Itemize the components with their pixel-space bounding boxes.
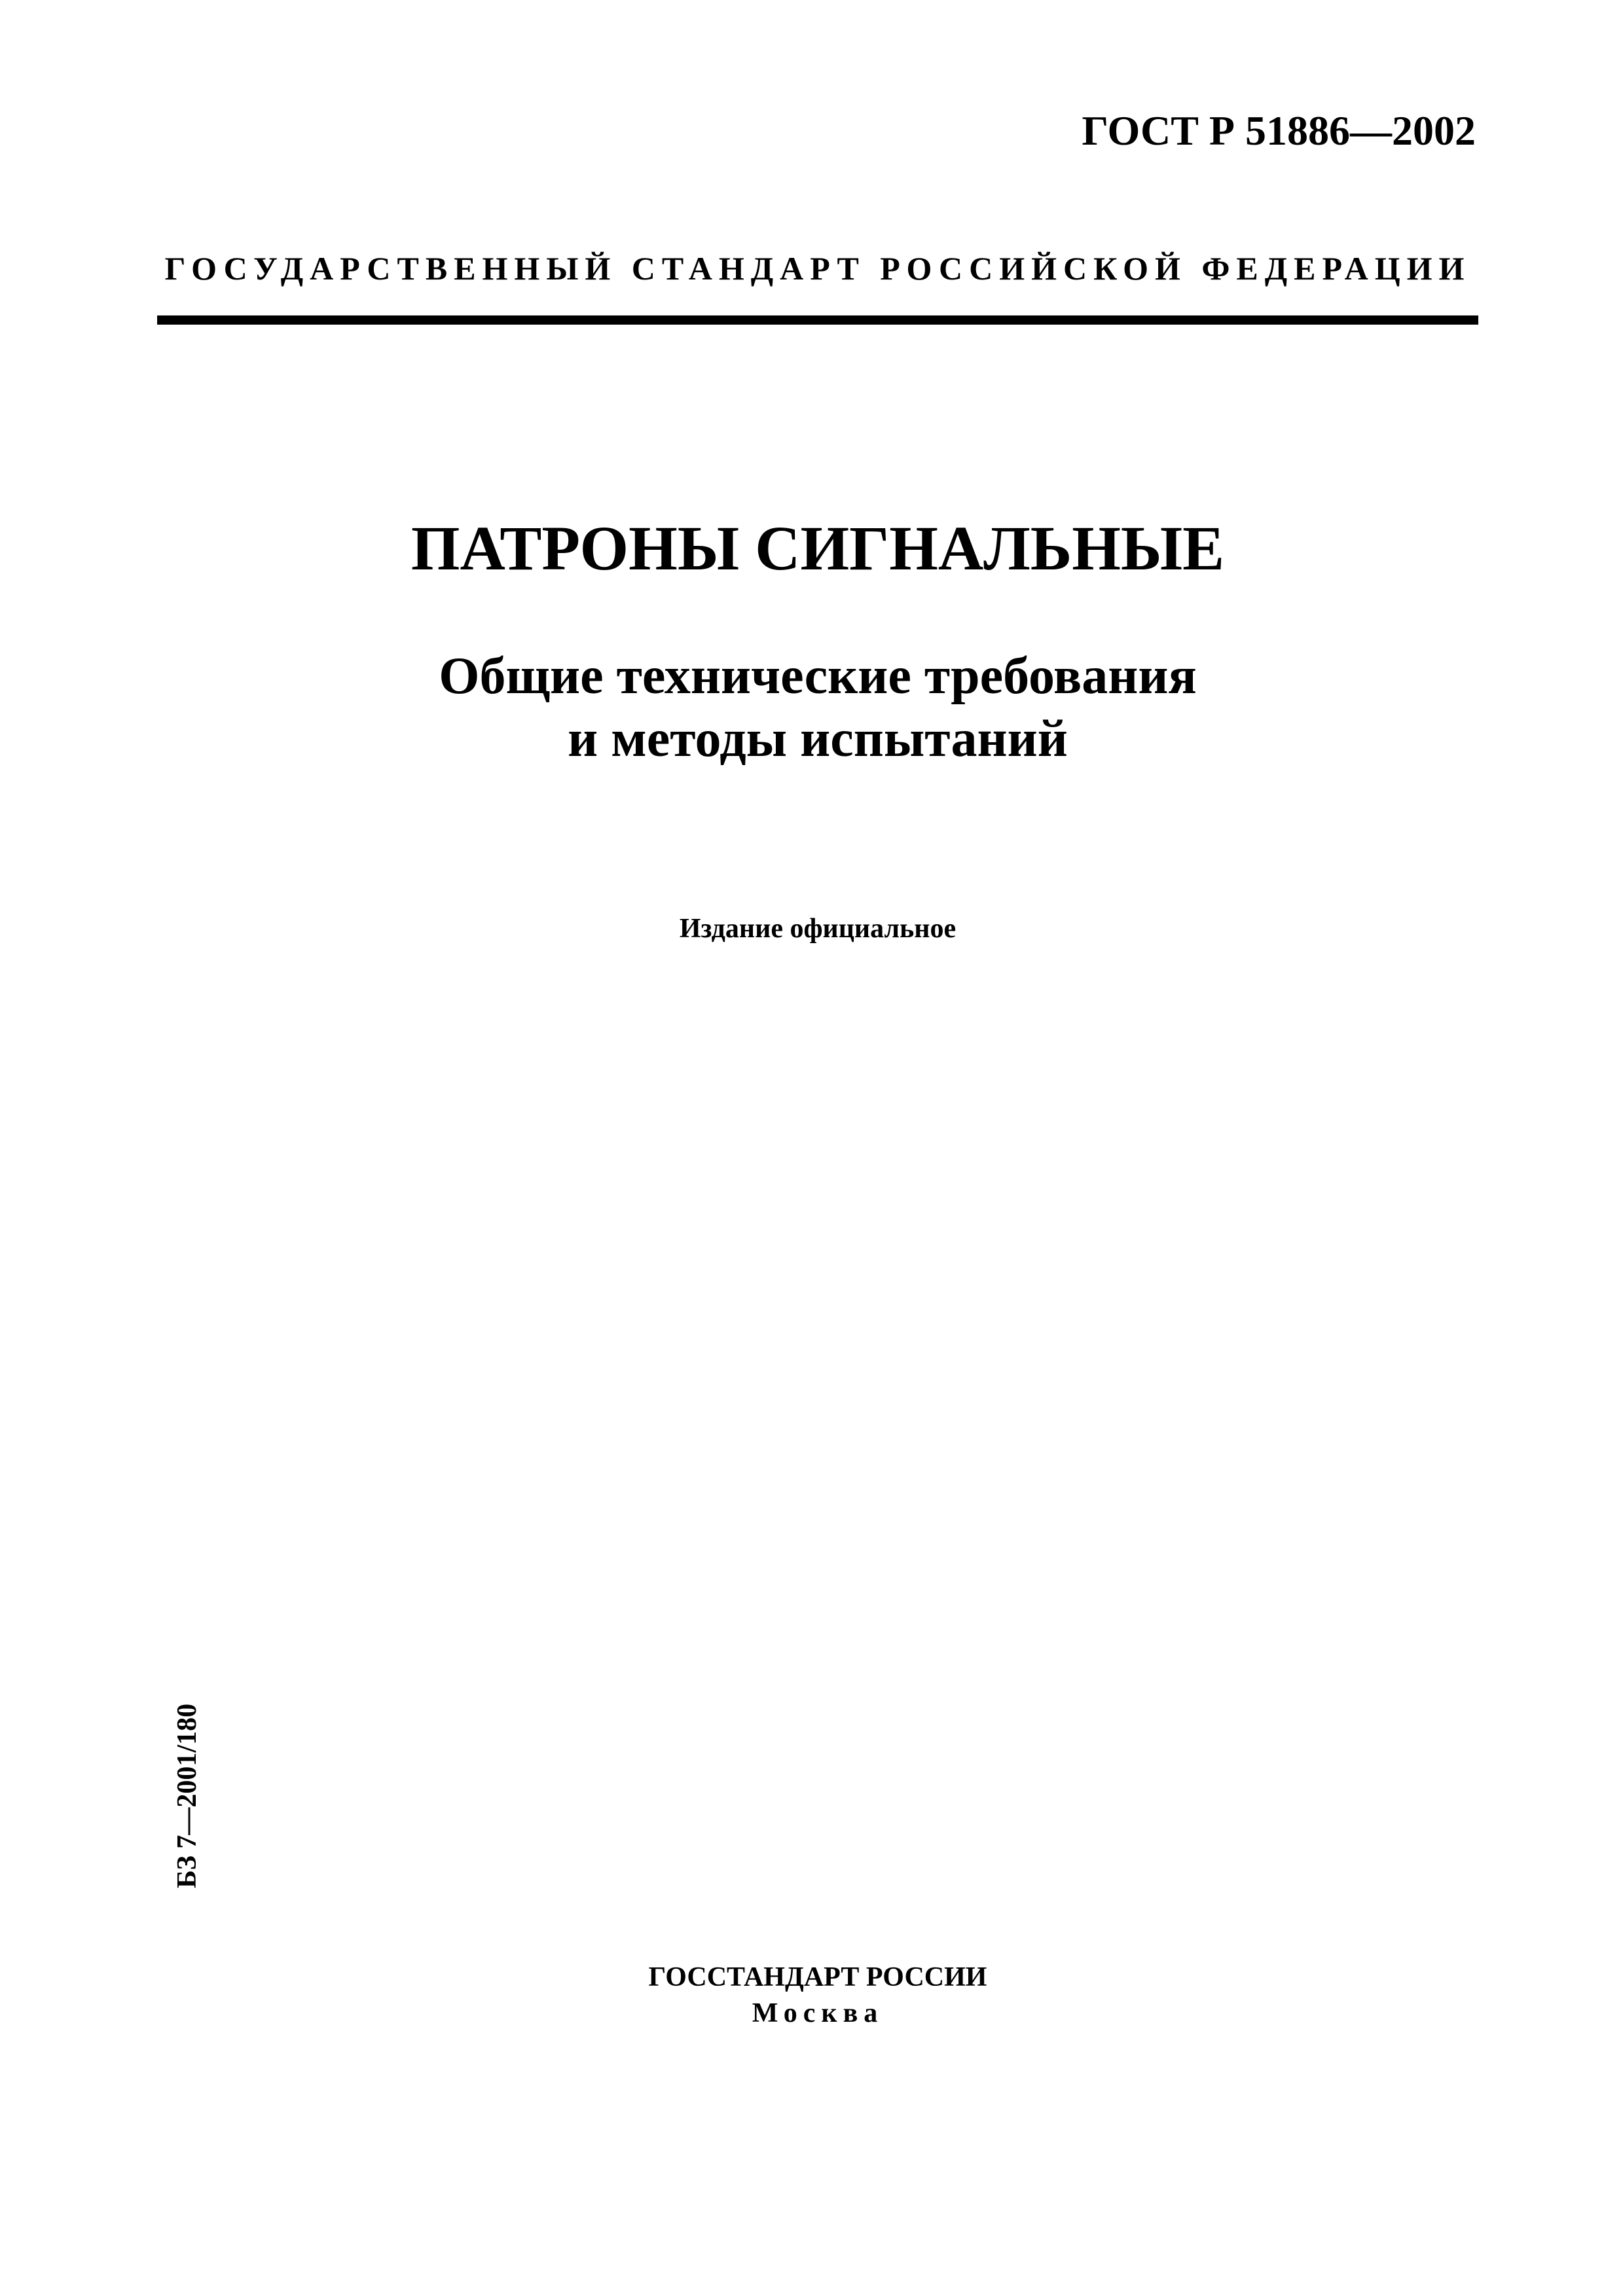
publisher-name: ГОССТАНДАРТ РОССИИ [648, 1962, 987, 1992]
side-code: БЗ 7—2001/180 [172, 1703, 202, 1888]
heading-rule [157, 315, 1478, 325]
edition-label: Издание официальное [679, 914, 957, 944]
document-subtitle [157, 645, 1478, 770]
document-title: ПАТРОНЫ СИГНАЛЬНЫЕ [410, 513, 1225, 583]
publisher-city: Москва [752, 1998, 884, 2028]
subtitle-line-2: и методы испытаний [568, 710, 1068, 768]
subtitle-line-1: Общие технические требования [439, 647, 1197, 705]
standard-designation: ГОСТ Р 51886—2002 [1082, 107, 1476, 154]
agency-heading: ГОСУДАРСТВЕННЫЙ СТАНДАРТ РОССИЙСКОЙ ФЕДЕРАЦИИ [164, 250, 1471, 287]
